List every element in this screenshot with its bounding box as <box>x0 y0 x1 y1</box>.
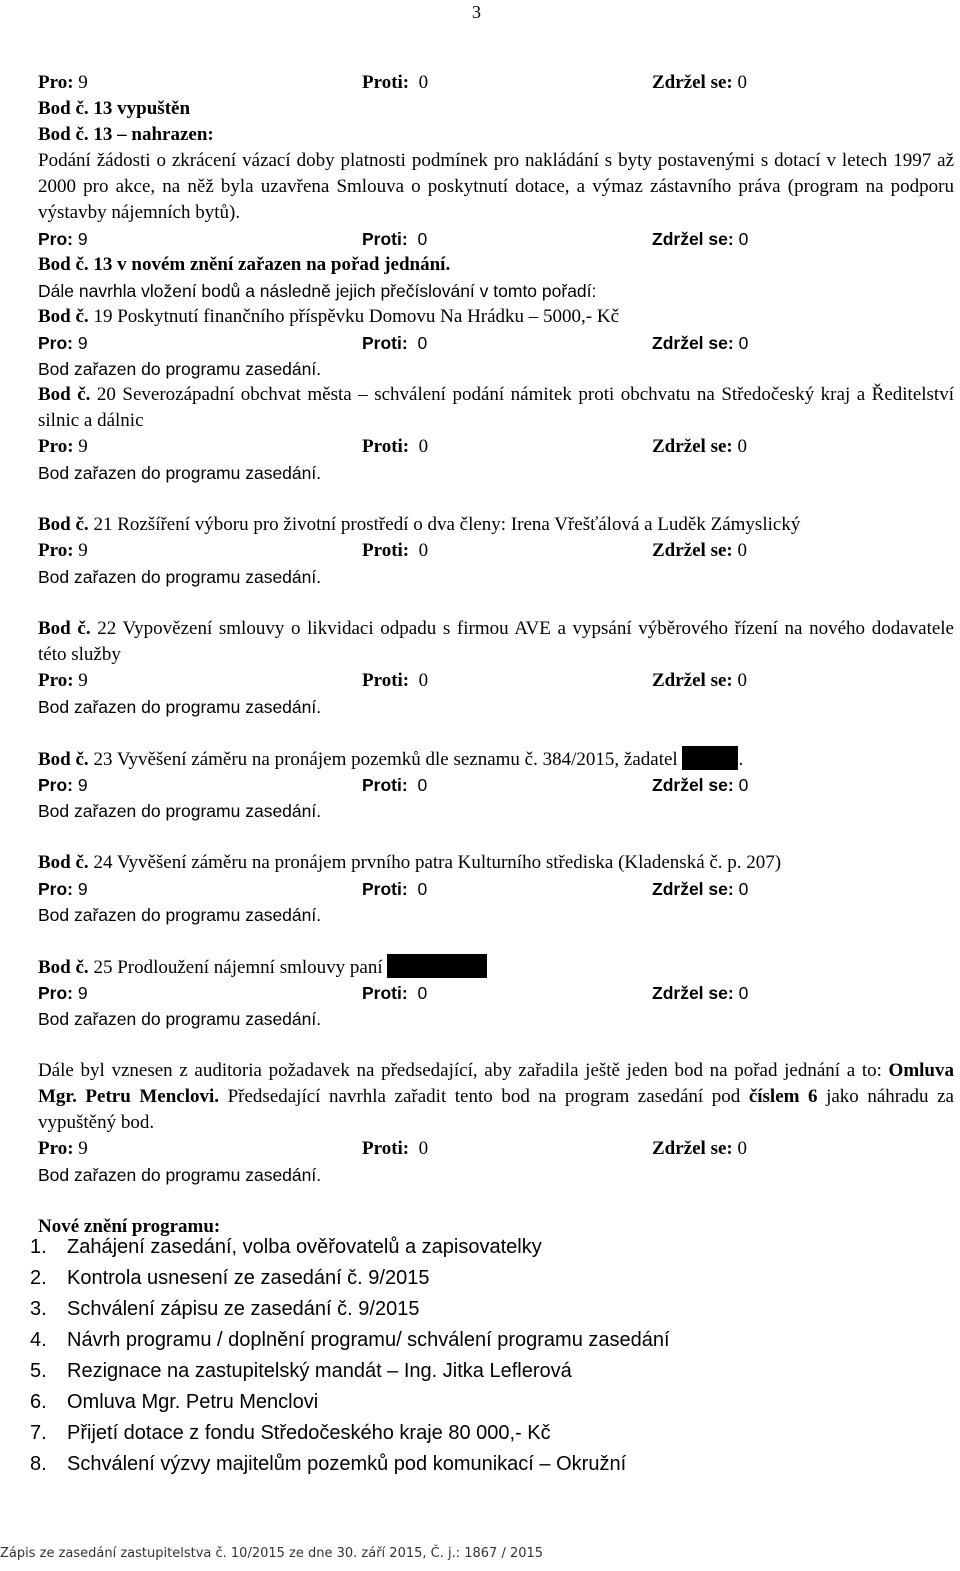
vote-proti-label: Proti: <box>362 1138 410 1159</box>
vote-proti-value: 0 <box>417 775 428 795</box>
vote-pro-label: Pro: <box>38 229 73 249</box>
bod-text: Severozápadní obchvat města – schválení podání námitek proti obchvatu na Středočeský kraj a Ředitelství silnic a dálnic <box>38 384 954 431</box>
bod-zarazen: Bod zařazen do programu zasedání. <box>38 1165 322 1185</box>
program-item <box>30 1263 670 1294</box>
vote-row <box>38 772 954 798</box>
bod-text: Vyvěšení záměru na pronájem pozemků dle seznamu č. 384/2015, žadatel <box>116 749 678 770</box>
item-number: 3. <box>30 1298 47 1320</box>
bod-zarazen: Bod zařazen do programu zasedání. <box>38 801 322 821</box>
bod-end: . <box>738 749 744 770</box>
vote-pro-label: Pro: <box>38 540 74 561</box>
vote-zdrzel-value: 0 <box>737 670 747 691</box>
program-item <box>30 1356 670 1387</box>
paragraph-text: jako náhradu za vypuštěný bod. <box>38 1086 954 1133</box>
vote-zdrzel-value: 0 <box>738 229 749 249</box>
bod13-nahrazen: Bod č. 13 – nahrazen: <box>38 124 214 145</box>
paragraph-bold: Omluva Mgr. Petru Menclovi. <box>38 1060 954 1107</box>
item-number: 6. <box>30 1391 47 1413</box>
auditorium-paragraph <box>38 1058 954 1136</box>
bod13-text: Podání žádosti o zkrácení vázací doby platnosti podmínek pro nakládání s byty postavenými s dotací v letech 1997 až 2000 pro akce, na něž byla uzavřena Smlouva o poskytnutí dotace, a výmaz zástavního práva (program na podporu výstavby nájemních bytů). <box>38 150 954 223</box>
item-number: 8. <box>30 1453 47 1475</box>
vote-zdrzel-label: Zdržel se: <box>652 879 734 899</box>
item-number: 5. <box>30 1360 47 1382</box>
vote-zdrzel-label: Zdržel se: <box>652 72 733 93</box>
vote-zdrzel-value: 0 <box>737 540 747 561</box>
bod-text: Vyvěšení záměru na pronájem prvního patra Kulturního střediska (Kladenská č. p. 207) <box>116 852 782 873</box>
program-item <box>30 1387 670 1418</box>
vote-zdrzel-label: Zdržel se: <box>652 983 734 1003</box>
bod21-line <box>38 512 954 538</box>
bod-label: Bod č. <box>38 514 89 535</box>
vote-proti-label: Proti: <box>362 333 408 353</box>
vote-pro-value: 9 <box>78 670 88 691</box>
bod-label: Bod č. <box>38 957 89 978</box>
vote-zdrzel-label: Zdržel se: <box>652 229 734 249</box>
vote-zdrzel-value: 0 <box>737 1138 747 1159</box>
item-number: 4. <box>30 1329 47 1351</box>
vote-row <box>38 330 954 356</box>
vote-pro-label: Pro: <box>38 670 74 691</box>
bod-number: 25 <box>93 957 113 978</box>
vote-zdrzel-value: 0 <box>738 983 749 1003</box>
vote-pro-value: 9 <box>77 775 88 795</box>
program-item <box>30 1418 670 1449</box>
program-item <box>30 1325 670 1356</box>
bod-zarazen: Bod zařazen do programu zasedání. <box>38 359 322 379</box>
bod-label: Bod č. <box>38 384 91 405</box>
bod-number: 23 <box>93 749 113 770</box>
bod-number: 20 <box>96 384 116 405</box>
bod-number: 19 <box>93 306 113 327</box>
bod20-line <box>38 382 954 434</box>
vote-pro-value: 9 <box>78 1138 88 1159</box>
vote-pro-label: Pro: <box>38 333 73 353</box>
bod-number: 22 <box>97 618 117 639</box>
item-text: Rezignace na zastupitelský mandát – Ing. Jitka Leflerová <box>67 1360 572 1382</box>
bod-label: Bod č. <box>38 852 89 873</box>
bod-label: Bod č. <box>38 618 91 639</box>
vote-pro-value: 9 <box>77 879 88 899</box>
vote-proti-label: Proti: <box>362 983 408 1003</box>
vote-proti-label: Proti: <box>362 540 410 561</box>
vote-zdrzel-value: 0 <box>738 775 749 795</box>
page-footer: Zápis ze zasedání zastupitelstva č. 10/2015 ze dne 30. září 2015, Č. j.: 1867 / 2015 <box>0 1546 544 1561</box>
vote-zdrzel-label: Zdržel se: <box>652 436 733 457</box>
vote-pro-value: 9 <box>78 436 88 457</box>
bod-number: 21 <box>93 514 113 535</box>
vote-proti-value: 0 <box>418 670 429 691</box>
vote-row <box>38 980 954 1006</box>
vote-proti-label: Proti: <box>362 879 408 899</box>
vote-pro-value: 9 <box>78 72 88 93</box>
vote-pro-label: Pro: <box>38 1138 74 1159</box>
item-text: Návrh programu / doplnění programu/ schválení programu zasedání <box>67 1329 670 1351</box>
new-program-heading: Nové znění programu: <box>38 1216 221 1237</box>
vote-zdrzel-value: 0 <box>737 72 747 93</box>
paragraph-text: Předsedající navrhla zařadit tento bod na program zasedání pod <box>227 1086 741 1107</box>
vote-proti-label: Proti: <box>362 670 410 691</box>
vote-pro-value: 9 <box>77 983 88 1003</box>
vote-proti-value: 0 <box>417 879 428 899</box>
vote-pro-label: Pro: <box>38 879 73 899</box>
vote-pro-value: 9 <box>77 229 88 249</box>
bod-zarazen: Bod zařazen do programu zasedání. <box>38 567 322 587</box>
bod-zarazen: Bod zařazen do programu zasedání. <box>38 905 322 925</box>
vote-pro-value: 9 <box>77 333 88 353</box>
bod-text: Prodloužení nájemní smlouvy paní <box>117 957 383 978</box>
vote-proti-label: Proti: <box>362 229 408 249</box>
bod-zarazen: Bod zařazen do programu zasedání. <box>38 463 322 483</box>
vote-pro-value: 9 <box>78 540 88 561</box>
program-item <box>30 1294 670 1325</box>
bod23-line <box>38 746 954 772</box>
bod24-line <box>38 850 954 876</box>
bod-zarazen: Bod zařazen do programu zasedání. <box>38 697 322 717</box>
item-text: Zahájení zasedání, volba ověřovatelů a zapisovatelky <box>67 1236 542 1258</box>
vote-proti-label: Proti: <box>362 775 408 795</box>
vote-proti-value: 0 <box>417 229 428 249</box>
vote-proti-value: 0 <box>417 333 428 353</box>
vote-row <box>38 668 954 694</box>
item-text: Omluva Mgr. Petru Menclovi <box>67 1391 319 1413</box>
document-body <box>38 70 954 1240</box>
bod-text: Rozšíření výboru pro životní prostředí o dva členy: Irena Vřešťálová a Luděk Zámyslický <box>117 514 801 535</box>
vote-pro-label: Pro: <box>38 775 73 795</box>
vote-zdrzel-value: 0 <box>737 436 747 457</box>
bod13-vypusten: Bod č. 13 vypuštěn <box>38 98 191 119</box>
vote-row <box>38 70 954 96</box>
vote-zdrzel-value: 0 <box>738 333 749 353</box>
vote-row <box>38 434 954 460</box>
redaction-box <box>682 746 738 770</box>
page-number: 3 <box>472 2 481 22</box>
vote-proti-label: Proti: <box>362 436 410 457</box>
bod-number: 24 <box>93 852 113 873</box>
vote-zdrzel-label: Zdržel se: <box>652 1138 733 1159</box>
bod19-line <box>38 304 954 330</box>
item-number: 7. <box>30 1422 47 1444</box>
paragraph-text: Dále byl vznesen z auditoria požadavek na předsedající, aby zařadila ještě jeden bod na pořad jednání a to: <box>38 1060 882 1081</box>
vote-zdrzel-label: Zdržel se: <box>652 670 733 691</box>
bod22-line <box>38 616 954 668</box>
vote-proti-label: Proti: <box>362 72 410 93</box>
item-number: 1. <box>30 1236 47 1258</box>
vote-row <box>38 226 954 252</box>
bod25-line <box>38 954 954 980</box>
dale-navrhla: Dále navrhla vložení bodů a následně jejich přečíslování v tomto pořadí: <box>38 281 597 301</box>
bod-label: Bod č. <box>38 749 89 770</box>
item-text: Přijetí dotace z fondu Středočeského kraje 80 000,- Kč <box>67 1422 551 1444</box>
bod-text: Vypovězení smlouvy o likvidaci odpadu s firmou AVE a vypsání výběrového řízení na nového dodavatele této služby <box>38 618 954 665</box>
vote-proti-value: 0 <box>418 72 429 93</box>
bod-label: Bod č. <box>38 306 89 327</box>
vote-row <box>38 538 954 564</box>
vote-row <box>38 1136 954 1162</box>
bod-text: Poskytnutí finančního příspěvku Domovu Na Hrádku – 5000,- Kč <box>117 306 620 327</box>
vote-proti-value: 0 <box>418 1138 429 1159</box>
vote-proti-value: 0 <box>418 436 429 457</box>
program-list <box>30 1232 670 1480</box>
vote-zdrzel-label: Zdržel se: <box>652 540 733 561</box>
vote-pro-label: Pro: <box>38 983 73 1003</box>
vote-zdrzel-label: Zdržel se: <box>652 775 734 795</box>
vote-zdrzel-value: 0 <box>738 879 749 899</box>
vote-proti-value: 0 <box>417 983 428 1003</box>
vote-row <box>38 876 954 902</box>
item-text: Kontrola usnesení ze zasedání č. 9/2015 <box>67 1267 430 1289</box>
item-text: Schválení zápisu ze zasedání č. 9/2015 <box>67 1298 420 1320</box>
program-item <box>30 1232 670 1263</box>
program-item <box>30 1449 670 1480</box>
bod13-zarazen: Bod č. 13 v novém znění zařazen na pořad jednání. <box>38 254 451 275</box>
bod-zarazen: Bod zařazen do programu zasedání. <box>38 1009 322 1029</box>
vote-zdrzel-label: Zdržel se: <box>652 333 734 353</box>
item-text: Schválení výzvy majitelům pozemků pod komunikací – Okružní <box>67 1453 627 1475</box>
vote-pro-label: Pro: <box>38 72 74 93</box>
paragraph-bold: číslem 6 <box>748 1086 818 1107</box>
vote-proti-value: 0 <box>418 540 429 561</box>
vote-pro-label: Pro: <box>38 436 74 457</box>
item-number: 2. <box>30 1267 47 1289</box>
redaction-box <box>387 954 487 978</box>
